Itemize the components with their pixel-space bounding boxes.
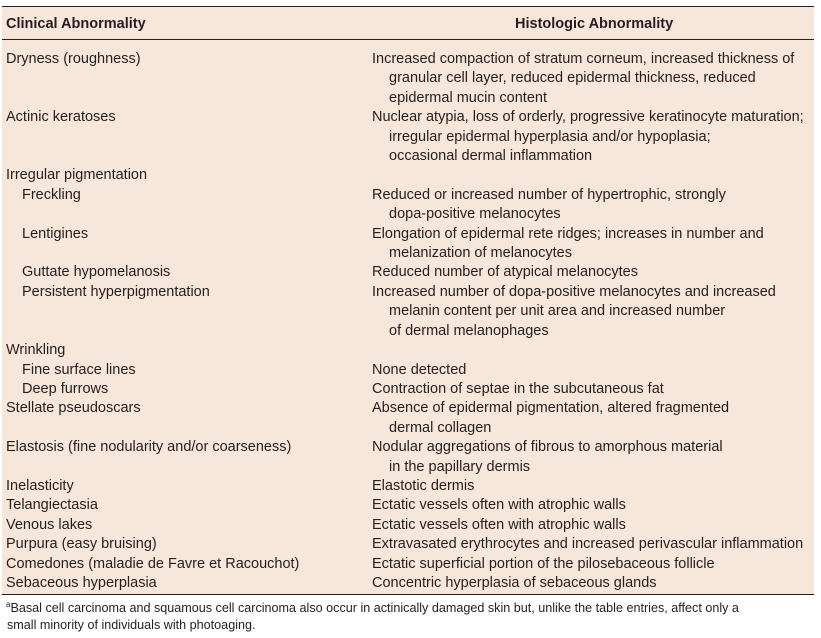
clinical-cell: Freckling <box>22 186 81 203</box>
histologic-cell <box>372 263 814 282</box>
histologic-line: Ectatic superficial portion of the pilosebaceous follicle <box>372 555 715 572</box>
histologic-cell <box>372 438 814 477</box>
histologic-line: Ectatic vessels often with atrophic walls <box>372 497 626 514</box>
histologic-cell <box>372 361 814 380</box>
histologic-line: in the papillary dermis <box>389 458 531 475</box>
histologic-line: melanization of melanocytes <box>389 245 572 262</box>
histologic-line: Ectatic vessels often with atrophic walls <box>372 516 626 533</box>
clinical-cell: Persistent hyperpigmentation <box>22 283 210 300</box>
footnote-marker: a <box>6 600 11 609</box>
clinical-cell: Elastosis (fine nodularity and/or coarseness) <box>6 439 292 456</box>
histologic-cell <box>372 477 814 496</box>
histologic-cell <box>372 186 814 225</box>
clinical-cell: Actinic keratoses <box>6 109 116 126</box>
footnote-line <box>6 600 816 617</box>
histologic-cell <box>372 535 814 554</box>
histologic-line: Reduced or increased number of hypertrophic, strongly <box>372 186 726 203</box>
histologic-cell <box>372 225 814 264</box>
histologic-line: Elongation of epidermal rete ridges; increases in number and <box>372 225 764 242</box>
footnote-line: small minority of individuals with photoaging. <box>7 618 256 632</box>
histologic-line: Nuclear atypia, loss of orderly, progressive keratinocyte maturation; <box>372 109 804 126</box>
clinical-cell: Lentigines <box>22 225 89 242</box>
histologic-line: melanin content per unit area and increased number <box>389 303 726 320</box>
table-row <box>2 535 814 554</box>
histologic-cell <box>372 380 814 399</box>
table-row <box>2 186 814 225</box>
footnote <box>6 600 816 634</box>
table-row <box>2 50 814 108</box>
clinical-cell: Venous lakes <box>6 516 93 533</box>
histologic-cell <box>372 555 814 574</box>
table-body <box>2 50 814 593</box>
table-row <box>2 380 814 399</box>
histologic-line: Increased number of dopa-positive melanocytes and increased <box>372 283 776 300</box>
clinical-cell: Irregular pigmentation <box>6 167 148 184</box>
histologic-cell <box>372 496 814 515</box>
histologic-line: granular cell layer, reduced epidermal thickness, reduced <box>389 70 756 87</box>
histologic-cell <box>372 283 814 341</box>
table-row <box>2 225 814 264</box>
histologic-line: Absence of epidermal pigmentation, altered fragmented <box>372 400 730 417</box>
table-header <box>2 7 814 40</box>
histologic-line: Nodular aggregations of fibrous to amorphous material <box>372 439 723 456</box>
clinical-cell: Sebaceous hyperplasia <box>6 574 157 591</box>
histologic-cell <box>372 516 814 535</box>
histologic-line: Contraction of septae in the subcutaneous fat <box>372 380 664 397</box>
histologic-line: Elastotic dermis <box>372 477 475 494</box>
clinical-cell: Comedones (maladie de Favre et Racouchot) <box>6 555 300 572</box>
clinical-cell: Dryness (roughness) <box>6 51 141 67</box>
histologic-line: Concentric hyperplasia of sebaceous glands <box>372 574 657 591</box>
table-row <box>2 555 814 574</box>
histologic-line: Extravasated erythrocytes and increased perivascular inflammation <box>372 536 804 553</box>
table-row <box>2 166 814 185</box>
table-row <box>2 516 814 535</box>
histologic-line: None detected <box>372 361 467 378</box>
table-row <box>2 283 814 341</box>
table-row <box>2 108 814 166</box>
histologic-cell <box>372 50 814 108</box>
table-row <box>2 438 814 477</box>
histologic-line: dopa-positive melanocytes <box>389 206 561 223</box>
clinical-cell: Telangiectasia <box>6 497 98 514</box>
histologic-cell <box>372 108 814 166</box>
clinical-cell: Fine surface lines <box>22 361 136 378</box>
histologic-cell <box>372 574 814 593</box>
histologic-cell <box>372 399 814 438</box>
histologic-line: occasional dermal inflammation <box>389 148 593 165</box>
table-row <box>2 399 814 438</box>
table-row <box>2 263 814 282</box>
clinical-cell: Guttate hypomelanosis <box>22 264 171 281</box>
table-row <box>2 477 814 496</box>
clinical-cell: Deep furrows <box>22 380 109 397</box>
histologic-line: epidermal mucin content <box>389 89 547 106</box>
table-row <box>2 361 814 380</box>
table-row <box>2 496 814 515</box>
data-table <box>2 6 814 595</box>
footnote-text: Basal cell carcinoma and squamous cell carcinoma also occur in actinically damaged skin but, unlike the table entries, affect only a <box>10 601 739 615</box>
clinical-cell: Purpura (easy bruising) <box>6 536 157 553</box>
histologic-line: dermal collagen <box>389 419 492 436</box>
clinical-cell: Stellate pseudoscars <box>6 400 141 417</box>
histologic-line: irregular epidermal hyperplasia and/or hypoplasia; <box>389 128 711 145</box>
table-row <box>2 341 814 360</box>
header-histologic: Histologic Abnormality <box>515 16 674 32</box>
header-clinical: Clinical Abnormality <box>6 16 146 32</box>
histologic-line: of dermal melanophages <box>389 322 549 339</box>
clinical-cell: Wrinkling <box>6 342 66 359</box>
table-row <box>2 574 814 593</box>
clinical-cell: Inelasticity <box>6 477 74 494</box>
histologic-line: Reduced number of atypical melanocytes <box>372 264 638 281</box>
histologic-line: Increased compaction of stratum corneum, increased thickness of <box>372 51 795 67</box>
